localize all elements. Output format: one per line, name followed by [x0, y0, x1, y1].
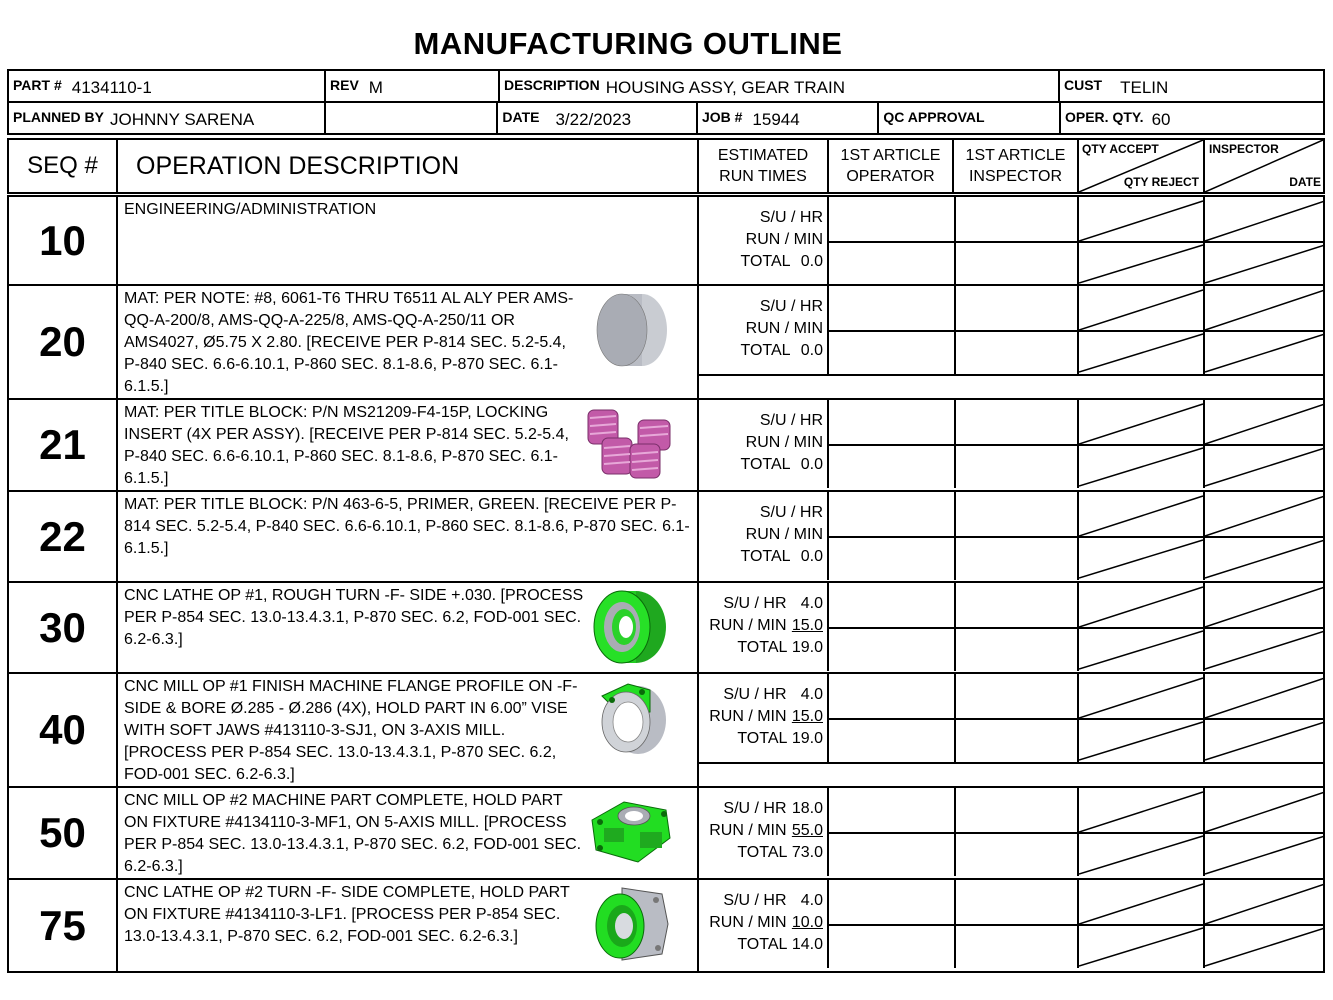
first-article-inspector-header: 1ST ARTICLE INSPECTOR — [954, 140, 1079, 192]
operation-row — [7, 400, 1325, 492]
signoff-diagonals-icon — [1079, 286, 1325, 374]
operation-description-cell — [120, 788, 699, 878]
total-label: TOTAL — [740, 456, 791, 473]
part-number: 4134110-1 — [71, 78, 152, 97]
run-times-cell — [699, 788, 829, 876]
locking-insert-icon — [580, 404, 685, 491]
seq-number: 30 — [9, 583, 118, 672]
operation-description: MAT: PER TITLE BLOCK: P/N MS21209-F4-15P, LOCKING INSERT (4X PER ASSY). [RECEIVE PER P-814 SEC. 5.2-5.4, P-840 SEC. 6.6-6.10.1, P-860 SEC. 8.1-8.6, P-870 SEC. 6.1-6.1.5.] — [124, 404, 569, 487]
signoff-grid — [699, 197, 1323, 285]
operation-description: MAT: PER TITLE BLOCK: P/N 463-6-5, PRIMER, GREEN. [RECEIVE PER P-814 SEC. 5.2-5.4, P-840 SEC. 6.6-6.10.1, P-860 SEC. 8.1-8.6, P-870 SEC. 6.1-6.1.5.] — [124, 496, 690, 557]
signoff-grid — [699, 674, 1323, 762]
job-value: 15944 — [752, 110, 800, 129]
rev-value: M — [368, 78, 383, 97]
col-divider — [954, 400, 956, 488]
total-label: TOTAL — [740, 342, 791, 359]
first-article-operator-header: 1ST ARTICLE OPERATOR — [829, 140, 954, 192]
mill-op2-part-icon — [584, 792, 679, 879]
signoff-grid — [699, 788, 1323, 876]
total-value: 0.0 — [800, 342, 823, 359]
seq-number: 50 — [9, 788, 118, 878]
header-info-table — [7, 69, 1325, 103]
operation-row — [7, 195, 1325, 286]
total-value: 0.0 — [800, 548, 823, 565]
col-divider — [954, 286, 956, 374]
oper-qty-cell: $_{OPER. QTY.}$ 60 — [1060, 102, 1324, 134]
lathe-op1-part-icon — [592, 587, 672, 674]
signoff-diagonals-icon — [1079, 583, 1325, 671]
seq-number: 75 — [9, 880, 118, 971]
run-min-value: 10.0 — [791, 914, 823, 931]
seq-number: 40 — [9, 674, 118, 786]
su-hr-label: S/U / HR — [759, 504, 823, 521]
su-hr-label: S/U / HR — [723, 892, 787, 909]
signoff-diagonals-icon — [1079, 788, 1325, 876]
col-divider — [954, 197, 956, 285]
inspector-date-header: INSPECTOR DATE — [1205, 140, 1323, 192]
seq-number: 21 — [9, 400, 118, 490]
signoff-grid — [699, 880, 1323, 968]
operation-description-cell — [120, 197, 699, 284]
part-cell: $_{PART \#}$ 4134110-1 — [8, 70, 325, 102]
description-value: HOUSING ASSY, GEAR TRAIN — [605, 78, 846, 97]
operation-row — [7, 286, 1325, 400]
su-hr-label: S/U / HR — [723, 595, 787, 612]
col-divider — [954, 674, 956, 762]
run-times-cell — [699, 492, 829, 580]
run-min-label: RUN / MIN — [709, 822, 787, 839]
run-min-value: 15.0 — [791, 617, 823, 634]
operation-description-cell — [120, 880, 699, 971]
operation-description: CNC LATHE OP #2 TURN -F- SIDE COMPLETE, HOLD PART ON FIXTURE #4134110-3-LF1. [PROCESS PER P-854 SEC. 13.0-13.4.3.1, P-870 SEC. 6.2, FOD-001 SEC. 6.2-6.3.] — [124, 884, 570, 945]
total-label: TOTAL — [737, 936, 788, 953]
total-value: 19.0 — [791, 730, 823, 747]
signoff-grid — [699, 583, 1323, 671]
description-cell: $_{DESCRIPTION}$ HOUSING ASSY, GEAR TRAIN — [499, 70, 1059, 102]
cust-value: TELIN — [1120, 78, 1169, 97]
total-value: 0.0 — [800, 253, 823, 270]
su-hr-value: 4.0 — [800, 595, 823, 612]
page-title: MANUFACTURING OUTLINE — [413, 26, 843, 61]
su-hr-label: S/U / HR — [723, 800, 787, 817]
header-info-table-2 — [7, 101, 1325, 135]
operation-description: MAT: PER NOTE: #8, 6061-T6 THRU T6511 AL ALY PER AMS-QQ-A-200/8, AMS-QQ-A-225/8, AMS-QQ-A-250/11 OR AMS4027, Ø5.75 X 2.80. [RECEIVE PER P-814 SEC. 5.2-5.4, P-840 SEC. 6.6-6.10.1, P-860 SEC. 8.1-8.6, P-870 SEC. 6.1-6.1.5.] — [124, 290, 574, 395]
su-hr-value: 4.0 — [800, 686, 823, 703]
run-times-cell — [699, 674, 829, 762]
est-run-times-header: ESTIMATED RUN TIMES — [697, 140, 829, 192]
seq-number: 22 — [9, 492, 118, 581]
run-min-value: 55.0 — [791, 822, 823, 839]
operation-row — [7, 880, 1325, 973]
op-desc-column-header: OPERATION DESCRIPTION — [136, 151, 460, 180]
seq-number: 10 — [9, 197, 118, 284]
total-label: TOTAL — [737, 730, 788, 747]
operation-row — [7, 492, 1325, 583]
run-times-cell — [699, 400, 829, 488]
seq-column-header: SEQ # — [9, 140, 118, 192]
column-header-row — [7, 138, 1325, 194]
total-label: TOTAL — [740, 548, 791, 565]
total-value: 14.0 — [791, 936, 823, 953]
seq-number: 20 — [9, 286, 118, 398]
run-min-value: 15.0 — [791, 708, 823, 725]
signoff-diagonals-icon — [1079, 400, 1325, 488]
su-hr-value: 4.0 — [800, 892, 823, 909]
operation-description: CNC LATHE OP #1, ROUGH TURN -F- SIDE +.030. [PROCESS PER P-854 SEC. 13.0-13.4.3.1, P-870 SEC. 6.2, FOD-001 SEC. 6.2-6.3.] — [124, 587, 584, 648]
total-value: 73.0 — [791, 844, 823, 861]
total-label: TOTAL — [740, 253, 791, 270]
planned-by-cell: $_{PLANNED BY}$ JOHNNY SARENA — [8, 102, 325, 134]
operation-row — [7, 583, 1325, 674]
operation-description-cell — [120, 583, 699, 672]
signoff-grid — [699, 492, 1323, 580]
run-times-cell — [699, 583, 829, 671]
qc-approval-cell: QC APPROVAL — [878, 102, 1060, 134]
operation-description: CNC MILL OP #1 FINISH MACHINE FLANGE PROFILE ON -F- SIDE & BORE Ø.285 - Ø.286 (4X), HOLD PART IN 6.00” VISE WITH SOFT JAWS #413110-3-SJ1, ON 3-AXIS MILL. [PROCESS PER P-854 SEC. 13.0-13.4.3.1, P-870 SEC. 6.2, FOD-001 SEC. 6.2-6.3.] — [124, 678, 578, 783]
run-min-label: RUN / MIN — [709, 708, 787, 725]
su-hr-label: S/U / HR — [759, 298, 823, 315]
operation-description: CNC MILL OP #2 MACHINE PART COMPLETE, HOLD PART ON FIXTURE #4134110-3-MF1, ON 5-AXIS MILL. [PROCESS PER P-854 SEC. 13.0-13.4.3.1, P-870 SEC. 6.2, FOD-001 SEC. 6.2-6.3.] — [124, 792, 582, 875]
run-min-label: RUN / MIN — [745, 434, 823, 451]
bar-stock-icon — [592, 290, 672, 377]
run-min-label: RUN / MIN — [709, 914, 787, 931]
signoff-grid — [699, 286, 1323, 374]
planned-by-value: JOHNNY SARENA — [110, 110, 255, 129]
row-extra-divider — [699, 374, 1323, 376]
date-value: 3/22/2023 — [555, 110, 632, 129]
signoff-diagonals-icon — [1079, 880, 1325, 968]
mill-op1-part-icon — [592, 678, 672, 765]
operation-row — [7, 674, 1325, 788]
signoff-diagonals-icon — [1079, 492, 1325, 580]
run-min-label: RUN / MIN — [709, 617, 787, 634]
operation-description-cell — [120, 400, 699, 490]
su-hr-label: S/U / HR — [759, 412, 823, 429]
row-extra-divider — [699, 762, 1323, 764]
run-min-label: RUN / MIN — [745, 231, 823, 248]
su-hr-label: S/U / HR — [723, 686, 787, 703]
col-divider — [954, 788, 956, 876]
signoff-diagonals-icon — [1079, 197, 1325, 285]
operation-description-cell — [120, 674, 699, 786]
total-label: TOTAL — [737, 639, 788, 656]
col-divider — [954, 492, 956, 580]
job-cell: $_{JOB \#}$ 15944 — [697, 102, 878, 134]
signoff-diagonals-icon — [1079, 674, 1325, 762]
run-times-cell — [699, 880, 829, 968]
su-hr-label: S/U / HR — [759, 209, 823, 226]
total-label: TOTAL — [737, 844, 788, 861]
su-hr-value: 18.0 — [791, 800, 823, 817]
col-divider — [954, 880, 956, 968]
total-value: 0.0 — [800, 456, 823, 473]
oper-qty-value: 60 — [1151, 110, 1171, 129]
run-times-cell — [699, 286, 829, 374]
run-times-cell — [699, 197, 829, 285]
total-value: 19.0 — [791, 639, 823, 656]
run-min-label: RUN / MIN — [745, 526, 823, 543]
cust-cell: $_{CUST}$ TELIN — [1059, 70, 1324, 102]
run-min-label: RUN / MIN — [745, 320, 823, 337]
operation-description-cell — [120, 286, 699, 398]
qty-accept-reject-header: QTY ACCEPT QTY REJECT — [1079, 140, 1205, 192]
date-cell: $_{DATE}$ 3/22/2023 — [497, 102, 697, 134]
operation-description-cell — [120, 492, 699, 581]
operation-description: ENGINEERING/ADMINISTRATION — [124, 201, 377, 218]
blank-cell — [325, 102, 498, 134]
lathe-op2-part-icon — [592, 884, 672, 971]
col-divider — [954, 583, 956, 671]
operation-row — [7, 788, 1325, 880]
signoff-grid — [699, 400, 1323, 488]
rev-cell: $_{REV}$ M — [325, 70, 499, 102]
